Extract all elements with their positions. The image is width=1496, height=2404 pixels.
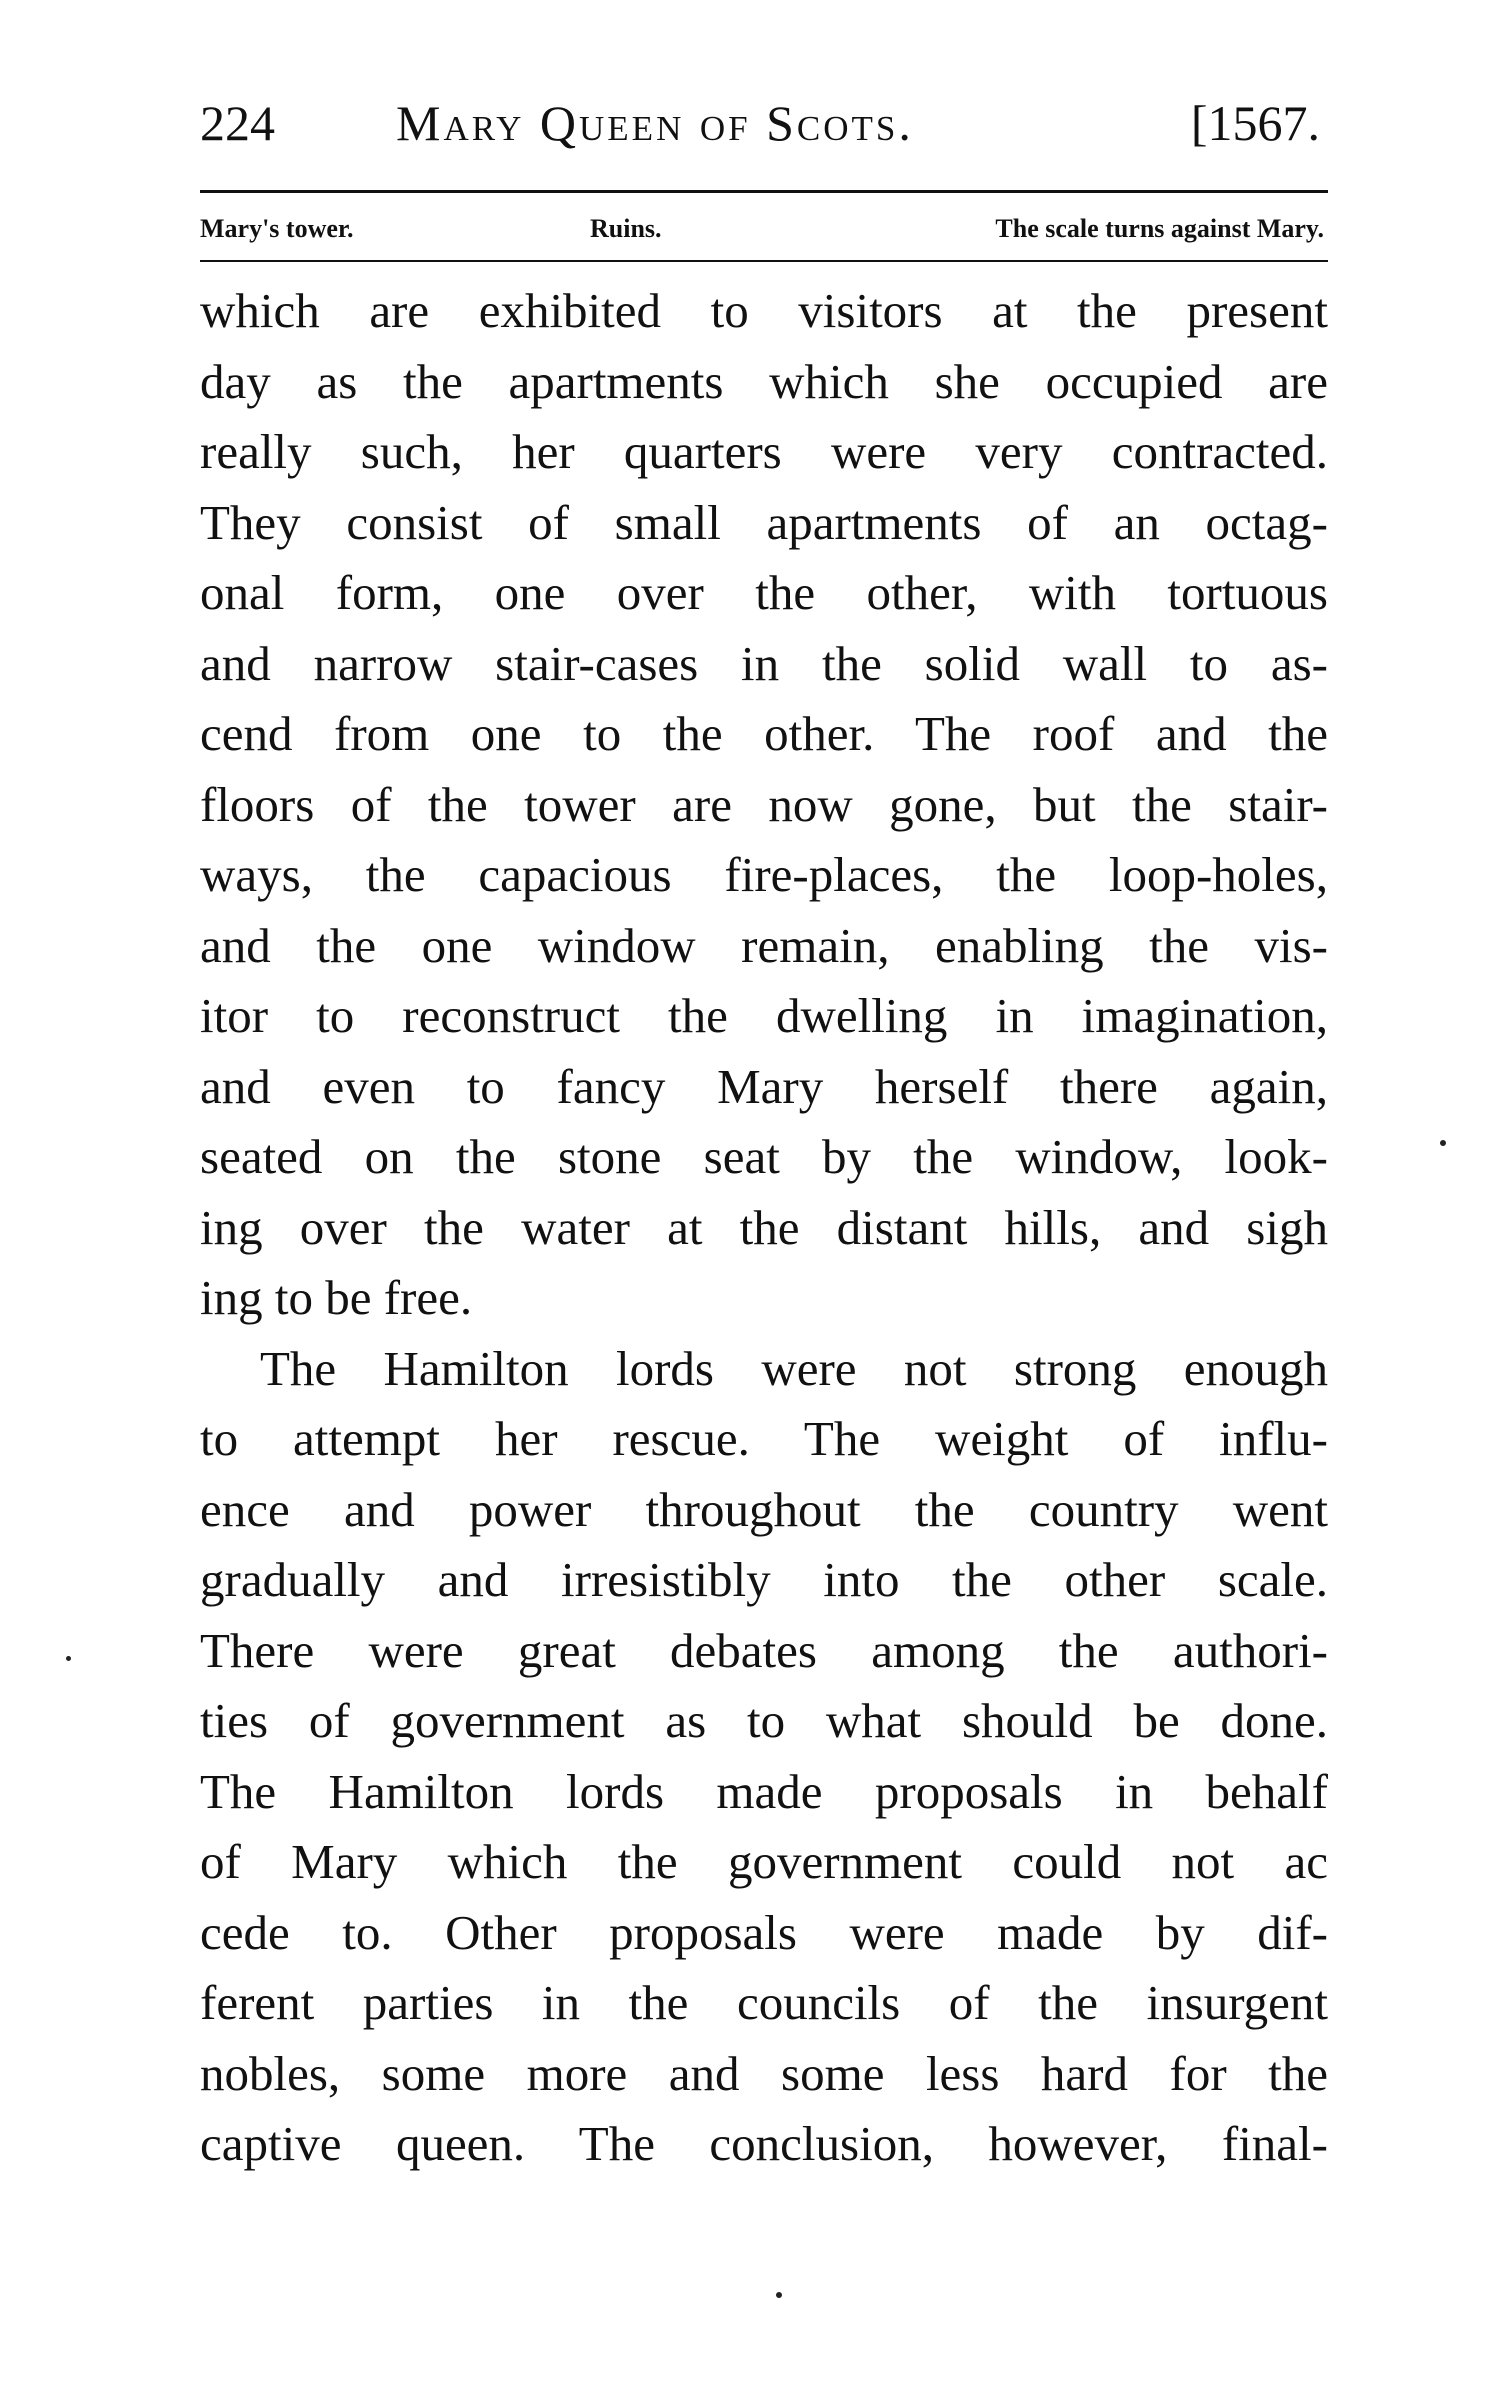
paragraph-first-line: The Hamilton lords were not strong enough bbox=[260, 1340, 1328, 1396]
print-speck bbox=[1440, 1140, 1446, 1146]
paragraph-last-line: ing to be free. bbox=[200, 1270, 473, 1325]
body-text bbox=[200, 276, 1328, 2180]
sidenote-center: Ruins. bbox=[590, 214, 662, 243]
text-line: nobles, some more and some less hard for the bbox=[200, 2045, 1328, 2101]
text-line: day as the apartments which she occupied are bbox=[200, 353, 1328, 409]
text-line: There were great debates among the authori- bbox=[200, 1622, 1328, 1678]
text-line: ties of government as to what should be done. bbox=[200, 1693, 1328, 1748]
text-line: They consist of small apartments of an octag- bbox=[200, 494, 1328, 550]
text-line: really such, her quarters were very contracted. bbox=[200, 424, 1328, 479]
text-line: itor to reconstruct the dwelling in imagination, bbox=[200, 988, 1328, 1043]
print-speck bbox=[66, 1656, 71, 1661]
text-line: and the one window remain, enabling the vis- bbox=[200, 917, 1328, 973]
page-number: 224 bbox=[200, 95, 275, 151]
text-line: ferent parties in the councils of the insurgent bbox=[200, 1975, 1328, 2030]
page-header bbox=[200, 88, 1328, 158]
text-line: gradually and irresistibly into the other scale. bbox=[200, 1552, 1328, 1607]
text-line: ing over the water at the distant hills, and sigh bbox=[200, 1199, 1328, 1255]
header-rule-bottom bbox=[200, 260, 1328, 262]
text-line: onal form, one over the other, with tortuous bbox=[200, 565, 1328, 620]
text-line: cede to. Other proposals were made by dif- bbox=[200, 1904, 1328, 1960]
text-line: cend from one to the other. The roof and the bbox=[200, 706, 1328, 761]
text-line: to attempt her rescue. The weight of influ- bbox=[200, 1411, 1328, 1466]
text-line: which are exhibited to visitors at the present bbox=[200, 283, 1328, 338]
print-speck bbox=[776, 2292, 782, 2298]
text-line: of Mary which the government could not ac bbox=[200, 1834, 1328, 1889]
text-line: and even to fancy Mary herself there again, bbox=[200, 1058, 1328, 1114]
header-rule-top bbox=[200, 190, 1328, 193]
text-line: floors of the tower are now gone, but the stair- bbox=[200, 776, 1328, 832]
year-marker: [1567. bbox=[1190, 95, 1320, 151]
text-line: ence and power throughout the country went bbox=[200, 1481, 1328, 1537]
text-line: and narrow stair-cases in the solid wall to as- bbox=[200, 635, 1328, 691]
text-line: The Hamilton lords made proposals in behalf bbox=[200, 1763, 1328, 1819]
text-line: ways, the capacious fire-places, the loop-holes, bbox=[200, 847, 1328, 902]
sidenote-right: The scale turns against Mary. bbox=[995, 214, 1324, 243]
text-line: captive queen. The conclusion, however, final- bbox=[200, 2116, 1328, 2171]
sidenotes-row bbox=[200, 204, 1328, 254]
sidenote-left: Mary's tower. bbox=[200, 214, 354, 243]
running-title: Mary Queen of Scots. bbox=[396, 95, 914, 151]
text-line: seated on the stone seat by the window, look- bbox=[200, 1129, 1328, 1184]
